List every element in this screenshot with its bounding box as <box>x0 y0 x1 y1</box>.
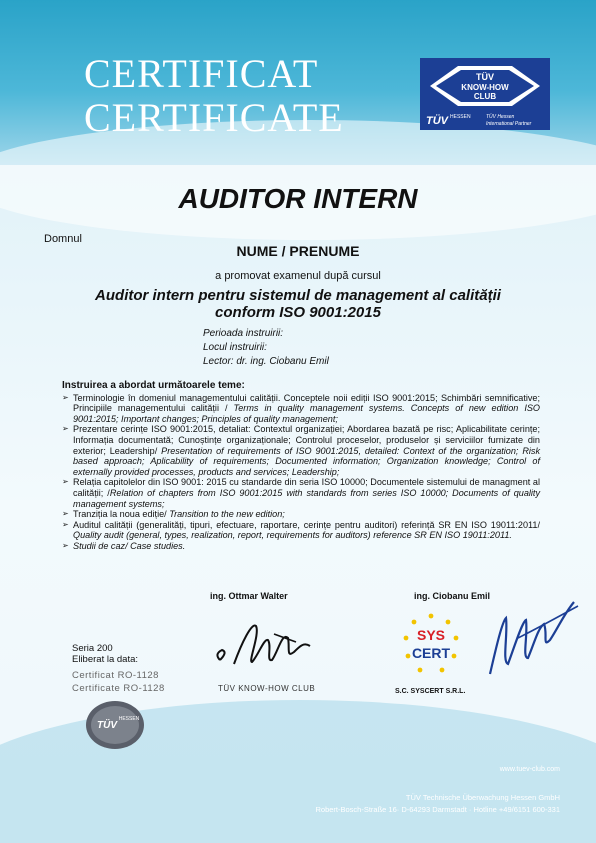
certificate-heading: AUDITOR INTERN <box>178 183 418 214</box>
svg-text:TÜV: TÜV <box>426 115 448 127</box>
series-number: Seria 200 <box>72 643 113 654</box>
list-item: ➢ Studii de caz/ Case studies. <box>62 541 540 552</box>
signature-left <box>212 612 322 672</box>
topics-heading: Instruirea a abordat următoarele teme: <box>62 380 245 391</box>
course-title <box>60 287 536 321</box>
training-place: Locul instruirii: <box>203 342 267 353</box>
recipient-name: NUME / PRENUME <box>236 243 360 259</box>
company-address: Robert-Bosch-Straße 16· D-64293 Darmstadt · Hotline +49/6151 600-331 <box>315 805 560 814</box>
signatory-left-org: TÜV KNOW-HOW CLUB <box>218 684 316 693</box>
svg-text:SYS: SYS <box>416 627 446 643</box>
list-item: ➢ Prezentare cerințe ISO 9001:2015, detaliat: Contextul organizației; Abordarea bazată pe risc; Aplicabilitate cerințe; Informația documentată; Cunoștințe organizaționale; Controlul proceselor, produselor și serviciilor furnizate din exterior; Leadership/ Presentation of requirements of ISO 9001:2015, detailed: Context of the organization; Risk based approach; Aplicability of requirements; Documented information; Organization knowledge; Control of externally provided processes, products and services; Leadership; <box>62 424 540 477</box>
svg-text:CLUB: CLUB <box>473 92 497 101</box>
list-item: ➢ Relația capitolelor din ISO 9001: 2015 cu standarde din seria ISO 10000; Documentele sistemului de managment al calității; /Relation of chapters from ISO 9001:2015 with standards from series ISO 10000; Documents of quality management systems; <box>62 477 540 509</box>
salutation: Domnul <box>44 233 82 245</box>
svg-text:International Partner: International Partner <box>486 121 532 127</box>
list-item: ➢ Terminologie în domeniul managementului calității. Conceptele noii ediții ISO 9001:2015; Schimbări semnificative; Principiile managementului calității / Terms in quality management systems. Concepts of new edition ISO 9001:2015; Important changes; Principles of quality management; <box>62 393 540 425</box>
topics-list <box>62 393 540 552</box>
svg-text:KNOW-HOW: KNOW-HOW <box>461 83 509 92</box>
course-title-line1: Auditor intern pentru sistemul de management al calității <box>95 287 501 304</box>
title-ro: CERTIFICAT <box>84 51 319 96</box>
training-period: Perioada instruirii: <box>203 328 284 339</box>
signatory-left-name: ing. Ottmar Walter <box>210 591 288 601</box>
svg-text:CERT: CERT <box>411 645 451 661</box>
list-item: ➢ Tranziția la noua ediție/ Transition to the new edition; <box>62 509 540 520</box>
website-url: www.tuev-club.com <box>499 766 560 773</box>
svg-text:TÜV: TÜV <box>97 720 117 731</box>
certificate-number-ro: Certificat RO-1128 <box>72 670 159 681</box>
company-name: TÜV Technische Überwachung Hessen GmbH <box>405 793 560 802</box>
issue-date-label: Eliberat la data: <box>72 654 139 665</box>
signatory-right-name: ing. Ciobanu Emil <box>414 591 490 601</box>
svg-text:HESSEN: HESSEN <box>450 114 471 120</box>
topics-section <box>62 381 540 552</box>
tuv-hologram-seal <box>85 700 145 750</box>
tuv-know-how-club-logo <box>420 58 550 130</box>
svg-text:HESSEN: HESSEN <box>118 716 140 722</box>
svg-text:TÜV: TÜV <box>476 72 494 82</box>
signature-right <box>478 578 582 688</box>
syscert-logo <box>396 610 466 686</box>
signatory-right-org: S.C. SYSCERT S.R.L. <box>395 688 466 695</box>
lecturer: Lector: dr. ing. Ciobanu Emil <box>203 356 329 367</box>
list-item: ➢ Auditul calității (generalități, tipuri, efectuare, raportare, cerințe pentru auditori) referință SR EN ISO 19011:2011/ Quality audit (general, types, realization, report, requirements for auditors) reference SR EN ISO 19011:2011. <box>62 520 540 541</box>
course-title-line2: conform ISO 9001:2015 <box>215 304 381 321</box>
svg-text:TÜV Hessen: TÜV Hessen <box>486 114 515 120</box>
title-en: CERTIFICATE <box>84 95 344 140</box>
certificate-number-en: Certificate RO-1128 <box>72 683 165 694</box>
series-info <box>72 643 138 665</box>
promoted-text: a promovat examenul după cursul <box>215 270 381 282</box>
